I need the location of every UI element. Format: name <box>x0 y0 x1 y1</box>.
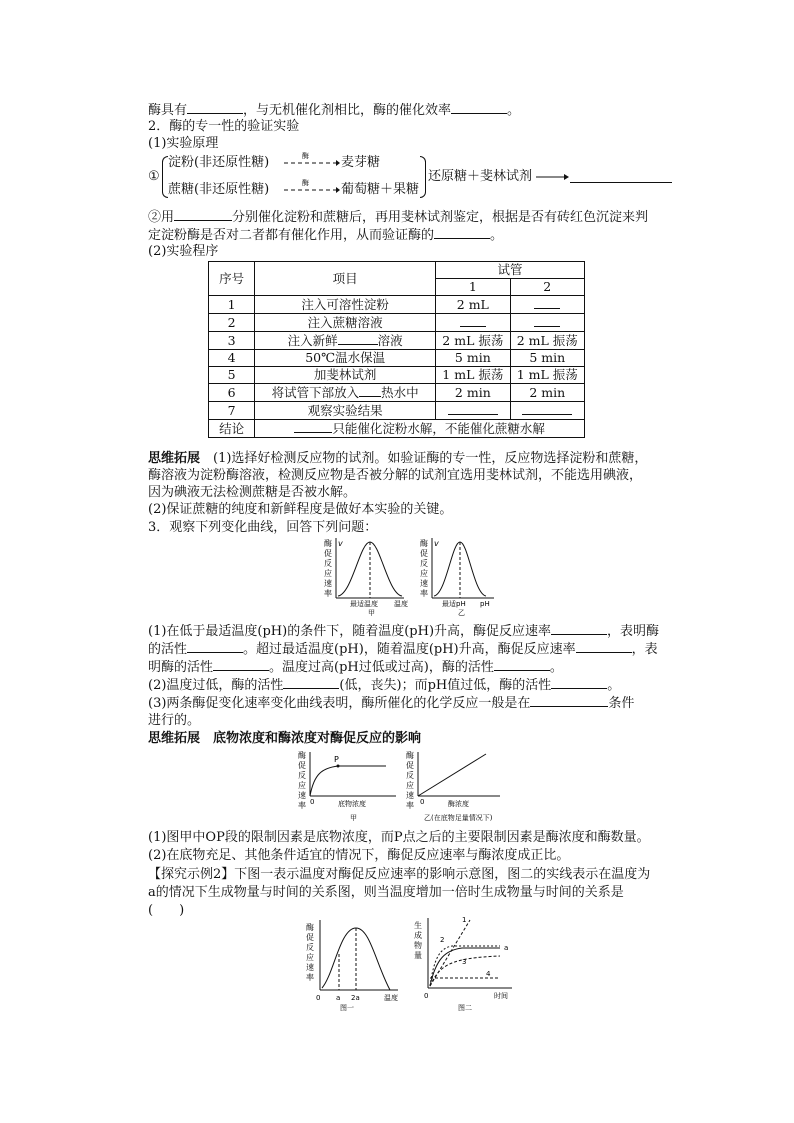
origin-label: 0 <box>310 798 315 806</box>
ylabel-char: 速 <box>406 791 414 800</box>
answer-blank[interactable] <box>213 658 269 671</box>
cell-item: 加斐林试剂 <box>255 367 436 384</box>
curve-1-label: 1 <box>462 916 467 924</box>
cell-t2: 1 mL 振荡 <box>510 367 584 384</box>
sucrose-label: 蔗糖(非还原性糖) <box>168 182 270 197</box>
origin-label: 0 <box>316 994 321 1002</box>
text: 注入新鲜 <box>287 333 338 348</box>
origin-label: 0 <box>424 992 429 1000</box>
ylabel-char: 成 <box>414 931 422 940</box>
text: 热水中 <box>381 385 419 400</box>
temp-label: 温度 <box>384 994 398 1002</box>
result-arrow <box>534 170 570 184</box>
ylabel-char: 应 <box>420 569 428 578</box>
answer-blank[interactable] <box>534 314 560 327</box>
tick-a: a <box>336 994 341 1002</box>
answer-blank[interactable] <box>522 402 572 415</box>
curve-a-label: a <box>504 944 509 952</box>
right-brace <box>420 156 426 198</box>
text: 明酶的活性 <box>148 660 214 675</box>
curve-2-label: 2 <box>440 936 445 944</box>
text: (3)两条酶促变化速率变化曲线表明，酶所催化的化学反应一般是在 <box>148 696 531 711</box>
ylabel-char: 物 <box>414 941 422 950</box>
cell-item <box>255 384 436 402</box>
cell-conclusion <box>255 420 585 438</box>
graph-yi-label: 乙 <box>458 609 465 616</box>
text: 。 <box>507 103 521 118</box>
ylabel-char: 速 <box>324 579 332 588</box>
cell-item: 观察实验结果 <box>255 402 436 420</box>
ylabel-char: 率 <box>306 973 314 982</box>
table-row <box>209 296 585 314</box>
cell-item <box>255 332 436 350</box>
cell-no: 2 <box>209 314 255 332</box>
answer-blank[interactable] <box>530 694 608 707</box>
subheading-principle: (1)实验原理 <box>148 136 219 151</box>
subheading-procedure: (2)实验程序 <box>148 244 219 259</box>
question-3-line-2: 进行的。 <box>148 713 201 728</box>
substrate-enzyme-graphs <box>296 748 536 828</box>
ylabel-char: 率 <box>298 801 306 810</box>
graph-jia-label: 甲 <box>368 609 375 616</box>
example-line-2: a的情况下生成物量与时间的关系图，则当温度增加一倍时生成物量与时间的关系是 <box>148 885 624 900</box>
ylabel-char: 反 <box>298 771 306 780</box>
question-1-line-3 <box>148 658 563 676</box>
tip-2-heading: 思维拓展 底物浓度和酶浓度对酶促反应的影响 <box>148 731 422 746</box>
ph-label: pH <box>480 600 490 608</box>
temp-label: 温度 <box>394 600 408 608</box>
curve-3-label: 3 <box>462 958 467 966</box>
ylabel-char: 量 <box>414 951 422 960</box>
point-p-label: P <box>334 755 339 764</box>
text: 的活性 <box>148 642 188 657</box>
header-item: 项目 <box>255 262 436 296</box>
section-3-heading: 3．观察下列变化曲线，回答下列问题： <box>148 520 378 535</box>
answer-blank[interactable] <box>359 384 381 397</box>
ylabel-char: 反 <box>406 771 414 780</box>
header-tube: 试管 <box>436 262 585 279</box>
table-row <box>209 367 585 384</box>
tip-1-line-2: 酶溶液为淀粉酶溶液，检测反应物是否被分解的试剂宜选用斐林试剂，不能选用碘液， <box>148 468 643 483</box>
maltose-label: 麦芽糖 <box>341 155 381 170</box>
reducing-sugar-label: 还原糖＋斐林试剂 <box>428 169 533 184</box>
text: 。 <box>490 228 504 243</box>
ylabel-char: 酶 <box>324 539 332 548</box>
cell-item: 50℃温水保温 <box>255 350 436 367</box>
cell-item: 注入蔗糖溶液 <box>255 314 436 332</box>
section-2-heading: 2．酶的专一性的验证实验 <box>148 119 300 134</box>
text: 定淀粉酶是否对二者都有催化作用，从而验证酶的 <box>148 228 435 243</box>
answer-blank[interactable] <box>460 314 486 327</box>
cell-no: 1 <box>209 296 255 314</box>
answer-blank[interactable] <box>448 402 498 415</box>
opt-ph-label: 最适pH <box>442 600 466 608</box>
origin-label: 0 <box>420 798 425 806</box>
cell-t2: 2 mL 振荡 <box>510 332 584 350</box>
ylabel-char: 反 <box>324 559 332 568</box>
cell-no: 7 <box>209 402 255 420</box>
enzyme-label: 酶 <box>302 179 309 187</box>
table-row <box>209 314 585 332</box>
cell-t1 <box>436 402 510 420</box>
cell-t2 <box>510 402 584 420</box>
text: ，表明酶 <box>607 624 660 639</box>
table-row <box>209 420 585 438</box>
enzyme-label: 酶 <box>302 152 309 160</box>
example-line-1: 【探究示例2】下图一表示温度对酶促反应速率的影响示意图，图二的实线表示在温度为 <box>148 867 651 882</box>
answer-blank[interactable] <box>551 676 607 689</box>
graph-jia-label: 甲 <box>350 814 357 822</box>
ylabel-char: 速 <box>420 579 428 588</box>
tip-1-line-3: 因为碘液无法检测蔗糖是否被水解。 <box>148 485 357 500</box>
text: 。 <box>607 678 621 693</box>
ylabel-char: 反 <box>420 559 428 568</box>
curve-4-label: 4 <box>486 970 491 978</box>
cell-no: 6 <box>209 384 255 402</box>
enzyme-arrows <box>280 150 340 200</box>
answer-blank[interactable] <box>187 101 243 114</box>
cell-no: 5 <box>209 367 255 384</box>
line-3 <box>148 226 503 244</box>
ylabel-char: 速 <box>298 791 306 800</box>
cell-t1 <box>436 314 510 332</box>
answer-blank[interactable] <box>534 296 560 309</box>
ylabel-char: 酶 <box>306 923 314 932</box>
answer-blank[interactable] <box>570 170 672 183</box>
ylabel-char: 酶 <box>298 751 306 760</box>
cell-t1: 2 mL <box>436 296 510 314</box>
text: (低，丧失)；而pH值过低，酶的活性 <box>339 678 552 693</box>
table-row <box>209 332 585 350</box>
ylabel-char: 率 <box>406 801 414 810</box>
table-row <box>209 384 585 402</box>
tick-2a: 2a <box>351 994 360 1002</box>
cell-t2 <box>510 296 584 314</box>
substrate-label: 底物浓度 <box>338 800 366 808</box>
text: ，表 <box>631 642 658 657</box>
text: 分别催化淀粉和蔗糖后，再用斐林试剂鉴定，根据是否有砖红色沉淀来判 <box>232 210 649 225</box>
answer-blank[interactable] <box>294 420 332 433</box>
answer-blank[interactable] <box>338 332 378 345</box>
answer-blank[interactable] <box>434 226 490 239</box>
header-tube-1: 1 <box>436 279 510 296</box>
line-1 <box>148 101 520 119</box>
ylabel-char: 酶 <box>406 751 414 760</box>
ylabel-char: 率 <box>324 589 332 598</box>
starch-label: 淀粉(非还原性糖) <box>168 155 270 170</box>
cell-t2: 2 min <box>510 384 584 402</box>
figure-2-label: 图二 <box>458 1004 472 1012</box>
ylabel-char: 促 <box>306 933 314 942</box>
answer-blank[interactable] <box>576 640 632 653</box>
text: 。温度过高(pH过低或过高)，酶的活性 <box>269 660 494 675</box>
answer-blank[interactable] <box>451 101 507 114</box>
time-label: 时间 <box>494 992 508 1000</box>
line-2 <box>148 208 648 226</box>
text: 条件 <box>608 696 635 711</box>
text: (1)选择好检测反应物的试剂。如验证酶的专一性，反应物选择淀粉和蔗糖， <box>200 451 648 466</box>
question-1-line-2 <box>148 640 658 658</box>
answer-blank[interactable] <box>551 622 607 635</box>
text: 只能催化淀粉水解，不能催化蔗糖水解 <box>332 421 545 436</box>
tip-label: 思维拓展 <box>148 451 201 466</box>
cell-t1: 1 mL 振荡 <box>436 367 510 384</box>
circle-one: ① <box>148 169 160 184</box>
cell-no: 4 <box>209 350 255 367</box>
cell-t2: 5 min <box>510 350 584 367</box>
cell-t1: 5 min <box>436 350 510 367</box>
ylabel-char: 应 <box>324 569 332 578</box>
ylabel-char: 酶 <box>420 539 428 548</box>
ylabel-char: 应 <box>406 781 414 790</box>
example-figures <box>300 914 540 1014</box>
ylabel-char: 促 <box>420 549 428 558</box>
cell-no: 3 <box>209 332 255 350</box>
answer-blank[interactable] <box>174 208 232 221</box>
cell-item: 注入可溶性淀粉 <box>255 296 436 314</box>
glucose-fructose-label: 葡萄糖＋果糖 <box>341 182 420 197</box>
answer-blank[interactable] <box>494 658 550 671</box>
ylabel-char: 率 <box>420 589 428 598</box>
tip-1-line-4: (2)保证蔗糖的纯度和新鲜程度是做好本实验的关键。 <box>148 502 453 517</box>
text: 。 <box>549 660 563 675</box>
text: ②用 <box>148 210 175 225</box>
ylabel-char: 应 <box>306 953 314 962</box>
header-tube-2: 2 <box>510 279 584 296</box>
text: 酶具有 <box>148 103 188 118</box>
example-answer-paren[interactable]: ( ) <box>148 903 185 918</box>
header-no: 序号 <box>209 262 255 296</box>
ylabel-char: 促 <box>406 761 414 770</box>
table-row <box>209 402 585 420</box>
question-3-line-1 <box>148 694 634 712</box>
ylabel-char: 生 <box>414 921 422 930</box>
text: ，与无机催化剂相比，酶的催化效率 <box>243 103 452 118</box>
table-row <box>209 350 585 367</box>
question-2 <box>148 676 620 694</box>
answer-blank[interactable] <box>283 676 339 689</box>
tip-2-line-1: (1)图甲中OP段的限制因素是底物浓度，而P点之后的主要限制因素是酶浓度和酶数量。 <box>148 830 650 845</box>
cell-conclusion-label: 结论 <box>209 420 255 438</box>
enzyme-conc-label: 酶浓度 <box>448 800 469 808</box>
cell-t2 <box>510 314 584 332</box>
text: (2)温度过低，酶的活性 <box>148 678 284 693</box>
text: 溶液 <box>377 333 403 348</box>
procedure-table <box>208 261 585 438</box>
graph-yi-note: 乙(在底物足量情况下) <box>424 814 493 822</box>
figure-1-label: 图一 <box>340 1004 354 1012</box>
v-label: v <box>434 539 439 548</box>
cell-t1: 2 mL 振荡 <box>436 332 510 350</box>
ylabel-char: 促 <box>324 549 332 558</box>
v-label: v <box>338 539 343 548</box>
ylabel-char: 促 <box>298 761 306 770</box>
opt-temp-label: 最适温度 <box>350 600 378 608</box>
text: 。超过最适温度(pH)，随着温度(pH)升高，酶促反应速率 <box>243 642 576 657</box>
cell-t1: 2 min <box>436 384 510 402</box>
text: 将试管下部放入 <box>271 385 360 400</box>
text: (1)在低于最适温度(pH)的条件下，随着温度(pH)升高，酶促反应速率 <box>148 624 552 639</box>
ylabel-char: 速 <box>306 963 314 972</box>
tip-2-line-2: (2)在底物充足、其他条件适宜的情况下，酶促反应速率与酶浓度成正比。 <box>148 848 570 863</box>
question-1-line-1 <box>148 622 659 640</box>
tip-1-line-1 <box>148 450 647 467</box>
temp-ph-graphs <box>322 536 498 616</box>
answer-blank[interactable] <box>187 640 243 653</box>
ylabel-char: 应 <box>298 781 306 790</box>
ylabel-char: 反 <box>306 943 314 952</box>
